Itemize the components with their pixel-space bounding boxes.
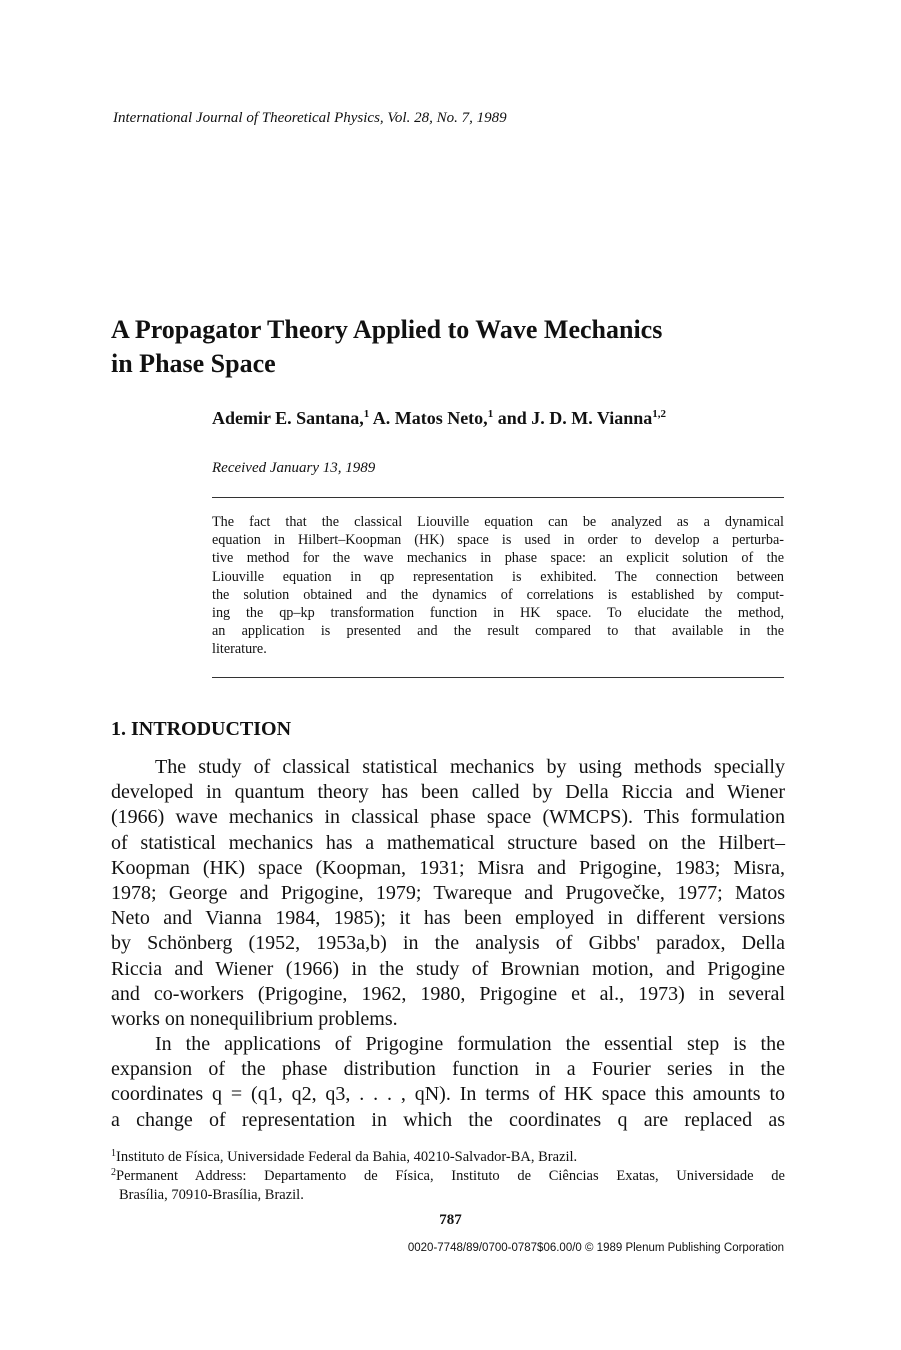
footnotes [111, 1148, 785, 1205]
body-line: by Schönberg (1952, 1953a,b) in the analysis of Gibbs' paradox, Della [111, 932, 785, 955]
journal-citation: International Journal of Theoretical Physics, Vol. 28, No. 7, 1989 [113, 110, 507, 126]
page-number: 787 [439, 1212, 462, 1228]
abstract-bottom-rule [212, 677, 784, 678]
author-2: A. Matos Neto, [369, 408, 488, 428]
body-line: Neto and Vianna 1984, 1985); it has been employed in different versions [111, 907, 785, 930]
body-line: Riccia and Wiener (1966) in the study of Brownian motion, and Prigogine [111, 957, 785, 980]
body-line: expansion of the phase distribution function in a Fourier series in the [111, 1058, 785, 1081]
section-heading: 1. INTRODUCTION [111, 718, 292, 740]
footnote-2 [111, 1167, 785, 1186]
body-line: The study of classical statistical mechanics by using methods specially [155, 756, 785, 778]
abstract-line: The fact that the classical Liouville equation can be analyzed as a dynamical [212, 514, 784, 530]
paper-title-line-1: A Propagator Theory Applied to Wave Mechanics [111, 315, 663, 344]
abstract-top-rule [212, 497, 784, 498]
author-1-affiliation: 1 [363, 408, 370, 420]
author-3-affiliation: 1,2 [652, 408, 666, 420]
abstract-line: ing the qp–kp transformation function in HK space. To elucidate the method, [212, 604, 784, 621]
abstract-line: equation in Hilbert–Koopman (HK) space is used in order to develop a perturba- [212, 532, 784, 549]
footnote-2-continued: Brasília, 70910-Brasília, Brazil. [119, 1187, 304, 1203]
author-2-affiliation: 1 [487, 408, 494, 420]
abstract-line: literature. [212, 641, 267, 658]
body-line: coordinates q = (q1, q2, q3, . . . , qN). In terms of HK space this amounts to [111, 1083, 785, 1106]
paper-title [111, 313, 811, 381]
body-line: Koopman (HK) space (Koopman, 1931; Misra and Prigogine, 1983; Misra, [111, 856, 785, 879]
abstract-line: the solution obtained and the dynamics of correlations is established by comput- [212, 586, 784, 603]
body-line: (1966) wave mechanics in classical phase space (WMCPS). This formulation [111, 806, 785, 829]
abstract [212, 513, 784, 659]
abstract-line: Liouville equation in qp representation is exhibited. The connection between [212, 568, 784, 585]
body-line: and co-workers (Prigogine, 1962, 1980, Prigogine et al., 1973) in several [111, 982, 785, 1005]
author-1: Ademir E. Santana, [212, 408, 364, 428]
body-line: 1978; George and Prigogine, 1979; Twareque and Prugovečke, 1977; Matos [111, 881, 785, 904]
body-line: developed in quantum theory has been called by Della Riccia and Wiener [111, 781, 785, 804]
footnote-2-marker: 2 [111, 1167, 116, 1178]
abstract-line: an application is presented and the result compared to that available in the [212, 623, 784, 640]
body-line: works on nonequilibrium problems. [111, 1007, 398, 1030]
received-date: Received January 13, 1989 [212, 460, 376, 476]
abstract-line: tive method for the wave mechanics in phase space: an explicit solution of the [212, 550, 784, 567]
footnote-2-text: Permanent Address: Departamento de Física, Instituto de Ciências Exatas, Universidade de [116, 1168, 785, 1184]
paper-title-line-2: in Phase Space [111, 349, 276, 378]
footnote-1-text: Instituto de Física, Universidade Federal da Bahia, 40210-Salvador-BA, Brazil. [116, 1149, 578, 1165]
copyright-line: 0020-7748/89/0700-0787$06.00/0 © 1989 Plenum Publishing Corporation [407, 1242, 784, 1254]
author-list [212, 408, 666, 429]
body-line: In the applications of Prigogine formulation the essential step is the [155, 1033, 785, 1056]
body-line: a change of representation in which the coordinates q are replaced as [111, 1108, 785, 1131]
footnote-1 [111, 1148, 785, 1167]
footnote-1-marker: 1 [111, 1148, 116, 1159]
body-text [111, 755, 785, 1133]
body-line: of statistical mechanics has a mathematical structure based on the Hilbert– [111, 831, 785, 854]
author-3: and J. D. M. Vianna [493, 408, 653, 428]
